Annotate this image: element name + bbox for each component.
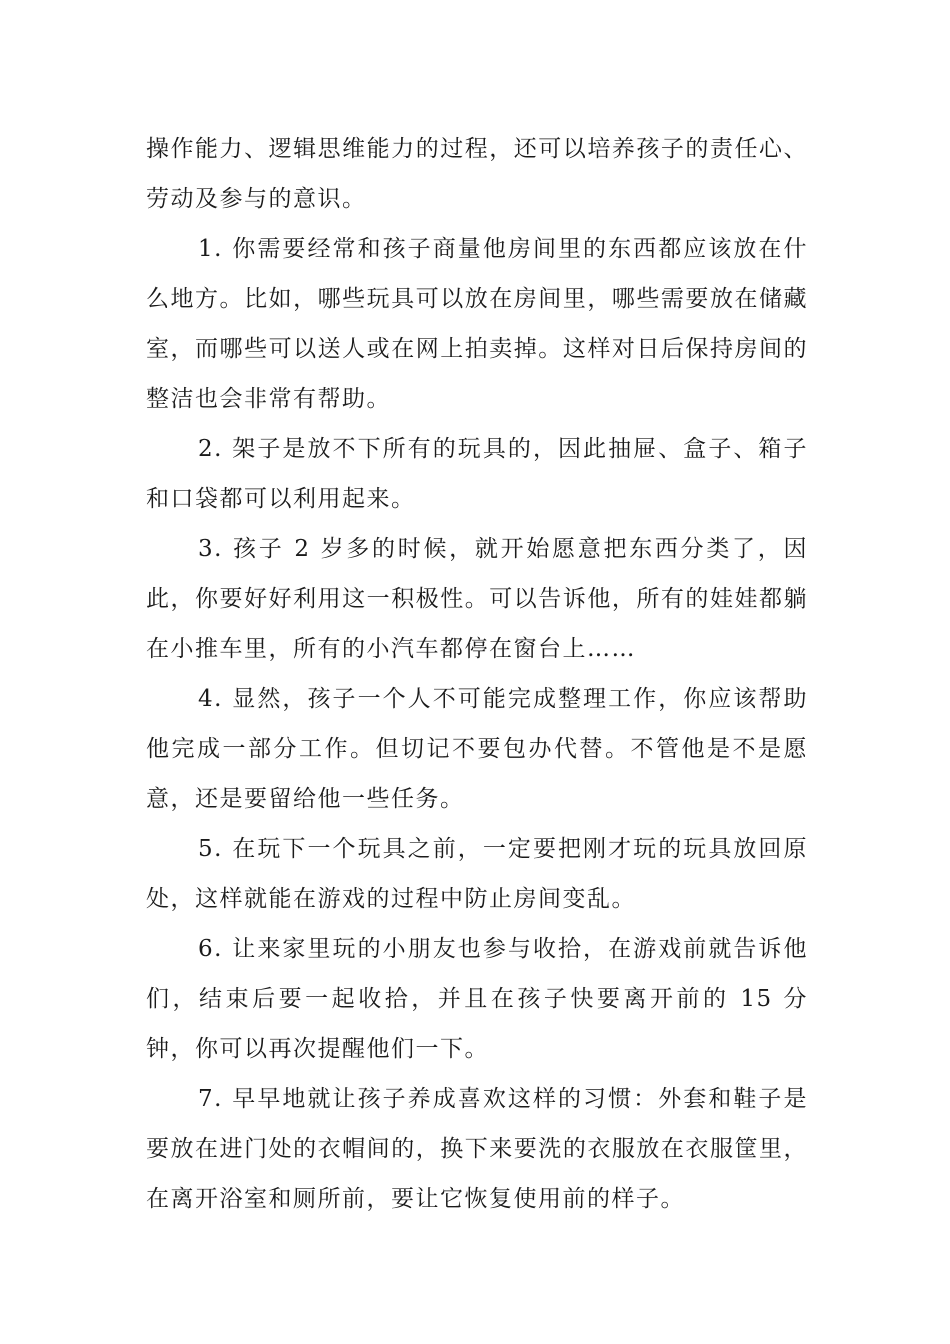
paragraph-tip-7: 7. 早早地就让孩子养成喜欢这样的习惯：外套和鞋子是要放在进门处的衣帽间的，换下来要洗的衣服放在衣服筐里，在离开浴室和厕所前，要让它恢复使用前的样子。 bbox=[146, 1086, 808, 1212]
paragraph-continuation: 操作能力、逻辑思维能力的过程，还可以培养孩子的责任心、劳动及参与的意识。 bbox=[146, 136, 808, 212]
paragraph-tip-5: 5. 在玩下一个玩具之前，一定要把刚才玩的玩具放回原处，这样就能在游戏的过程中防止房间变乱。 bbox=[146, 836, 808, 912]
paragraph-tip-4: 4. 显然，孩子一个人不可能完成整理工作，你应该帮助他完成一部分工作。但切记不要包办代替。不管他是不是愿意，还是要留给他一些任务。 bbox=[146, 686, 808, 812]
paragraph-tip-2: 2. 架子是放不下所有的玩具的，因此抽屉、盒子、箱子和口袋都可以利用起来。 bbox=[146, 436, 808, 512]
document-body bbox=[146, 124, 808, 1224]
paragraph-tip-1: 1. 你需要经常和孩子商量他房间里的东西都应该放在什么地方。比如，哪些玩具可以放在房间里，哪些需要放在储藏室，而哪些可以送人或在网上拍卖掉。这样对日后保持房间的整洁也会非常有帮助。 bbox=[146, 236, 808, 412]
paragraph-tip-3: 3. 孩子 2 岁多的时候，就开始愿意把东西分类了，因此，你要好好利用这一积极性。可以告诉他，所有的娃娃都躺在小推车里，所有的小汽车都停在窗台上…… bbox=[146, 536, 808, 662]
paragraph-tip-6: 6. 让来家里玩的小朋友也参与收拾，在游戏前就告诉他们，结束后要一起收拾，并且在孩子快要离开前的 15 分钟，你可以再次提醒他们一下。 bbox=[146, 936, 808, 1062]
